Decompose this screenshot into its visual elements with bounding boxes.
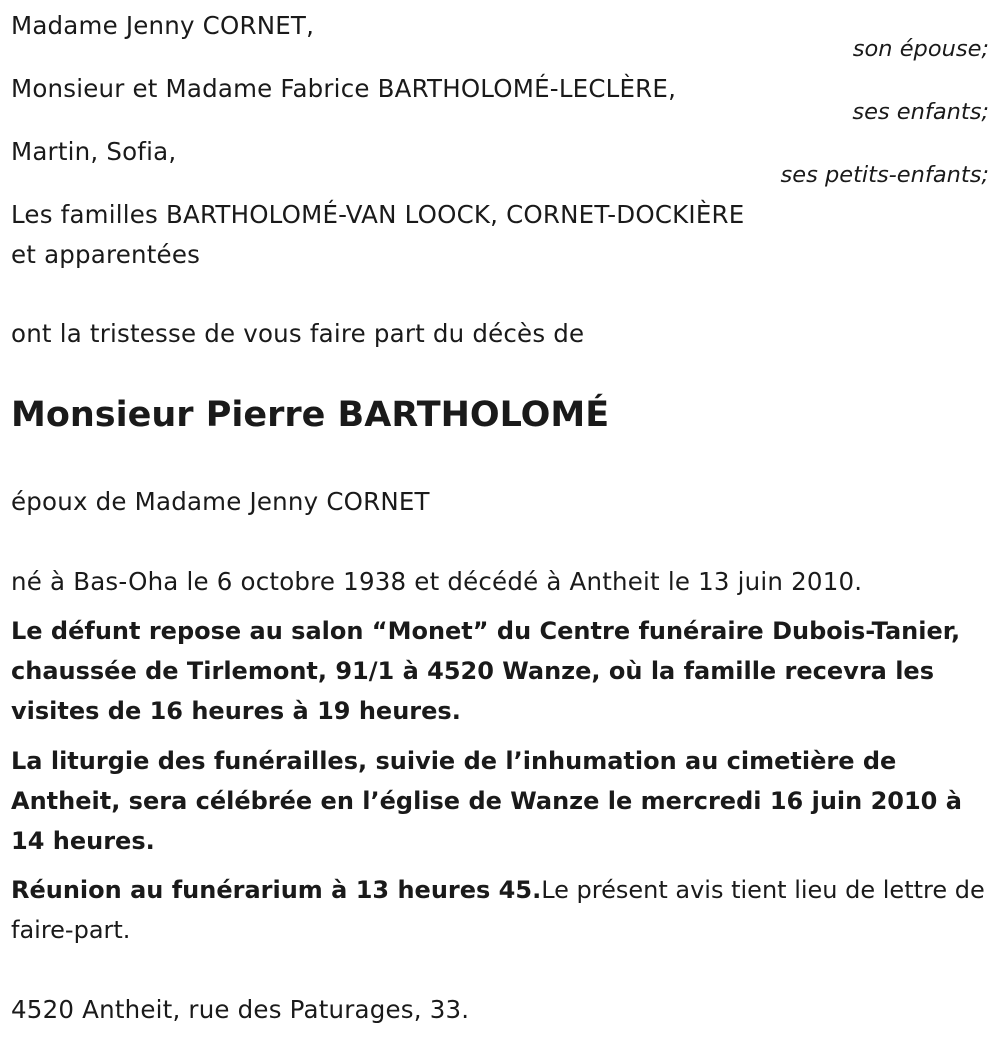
spouse-of-text: époux de Madame Jenny CORNET bbox=[11, 487, 430, 516]
notice-text: Le présent avis tient lieu de lettre de faire-part. bbox=[11, 876, 985, 944]
grandchildren-name: Martin, Sofia, bbox=[11, 137, 177, 166]
spouse-role: son épouse; bbox=[852, 36, 989, 62]
children-role: ses enfants; bbox=[852, 99, 989, 125]
announcement-text: ont la tristesse de vous faire part du décès de bbox=[11, 319, 585, 348]
grandchildren-role: ses petits-enfants; bbox=[780, 162, 989, 188]
families-line-1: Les familles BARTHOLOMÉ-VAN LOOCK, CORNET-DOCKIÈRE bbox=[11, 200, 745, 229]
children-name: Monsieur et Madame Fabrice BARTHOLOMÉ-LECLÈRE, bbox=[11, 74, 677, 103]
reunion-paragraph bbox=[11, 870, 986, 950]
liturgy-details: La liturgie des funérailles, suivie de l’inhumation au cimetière de Antheit, sera célébrée en l’église de Wanze le mercredi 16 juin 2010 à 14 heures. bbox=[11, 747, 962, 855]
home-address: 4520 Antheit, rue des Paturages, 33. bbox=[11, 995, 470, 1024]
birth-death-text: né à Bas-Oha le 6 octobre 1938 et décédé à Antheit le 13 juin 2010. bbox=[11, 567, 863, 596]
rest-details: Le défunt repose au salon “Monet” du Centre funéraire Dubois-Tanier, chaussée de Tirlemont, 91/1 à 4520 Wanze, où la famille recevra les visites de 16 heures à 19 heures. bbox=[11, 617, 961, 725]
spouse-name: Madame Jenny CORNET, bbox=[11, 11, 315, 40]
deceased-name: Monsieur Pierre BARTHOLOMÉ bbox=[11, 395, 610, 435]
reunion-time: Réunion au funérarium à 13 heures 45. bbox=[11, 876, 542, 904]
families-line-2: et apparentées bbox=[11, 240, 201, 269]
